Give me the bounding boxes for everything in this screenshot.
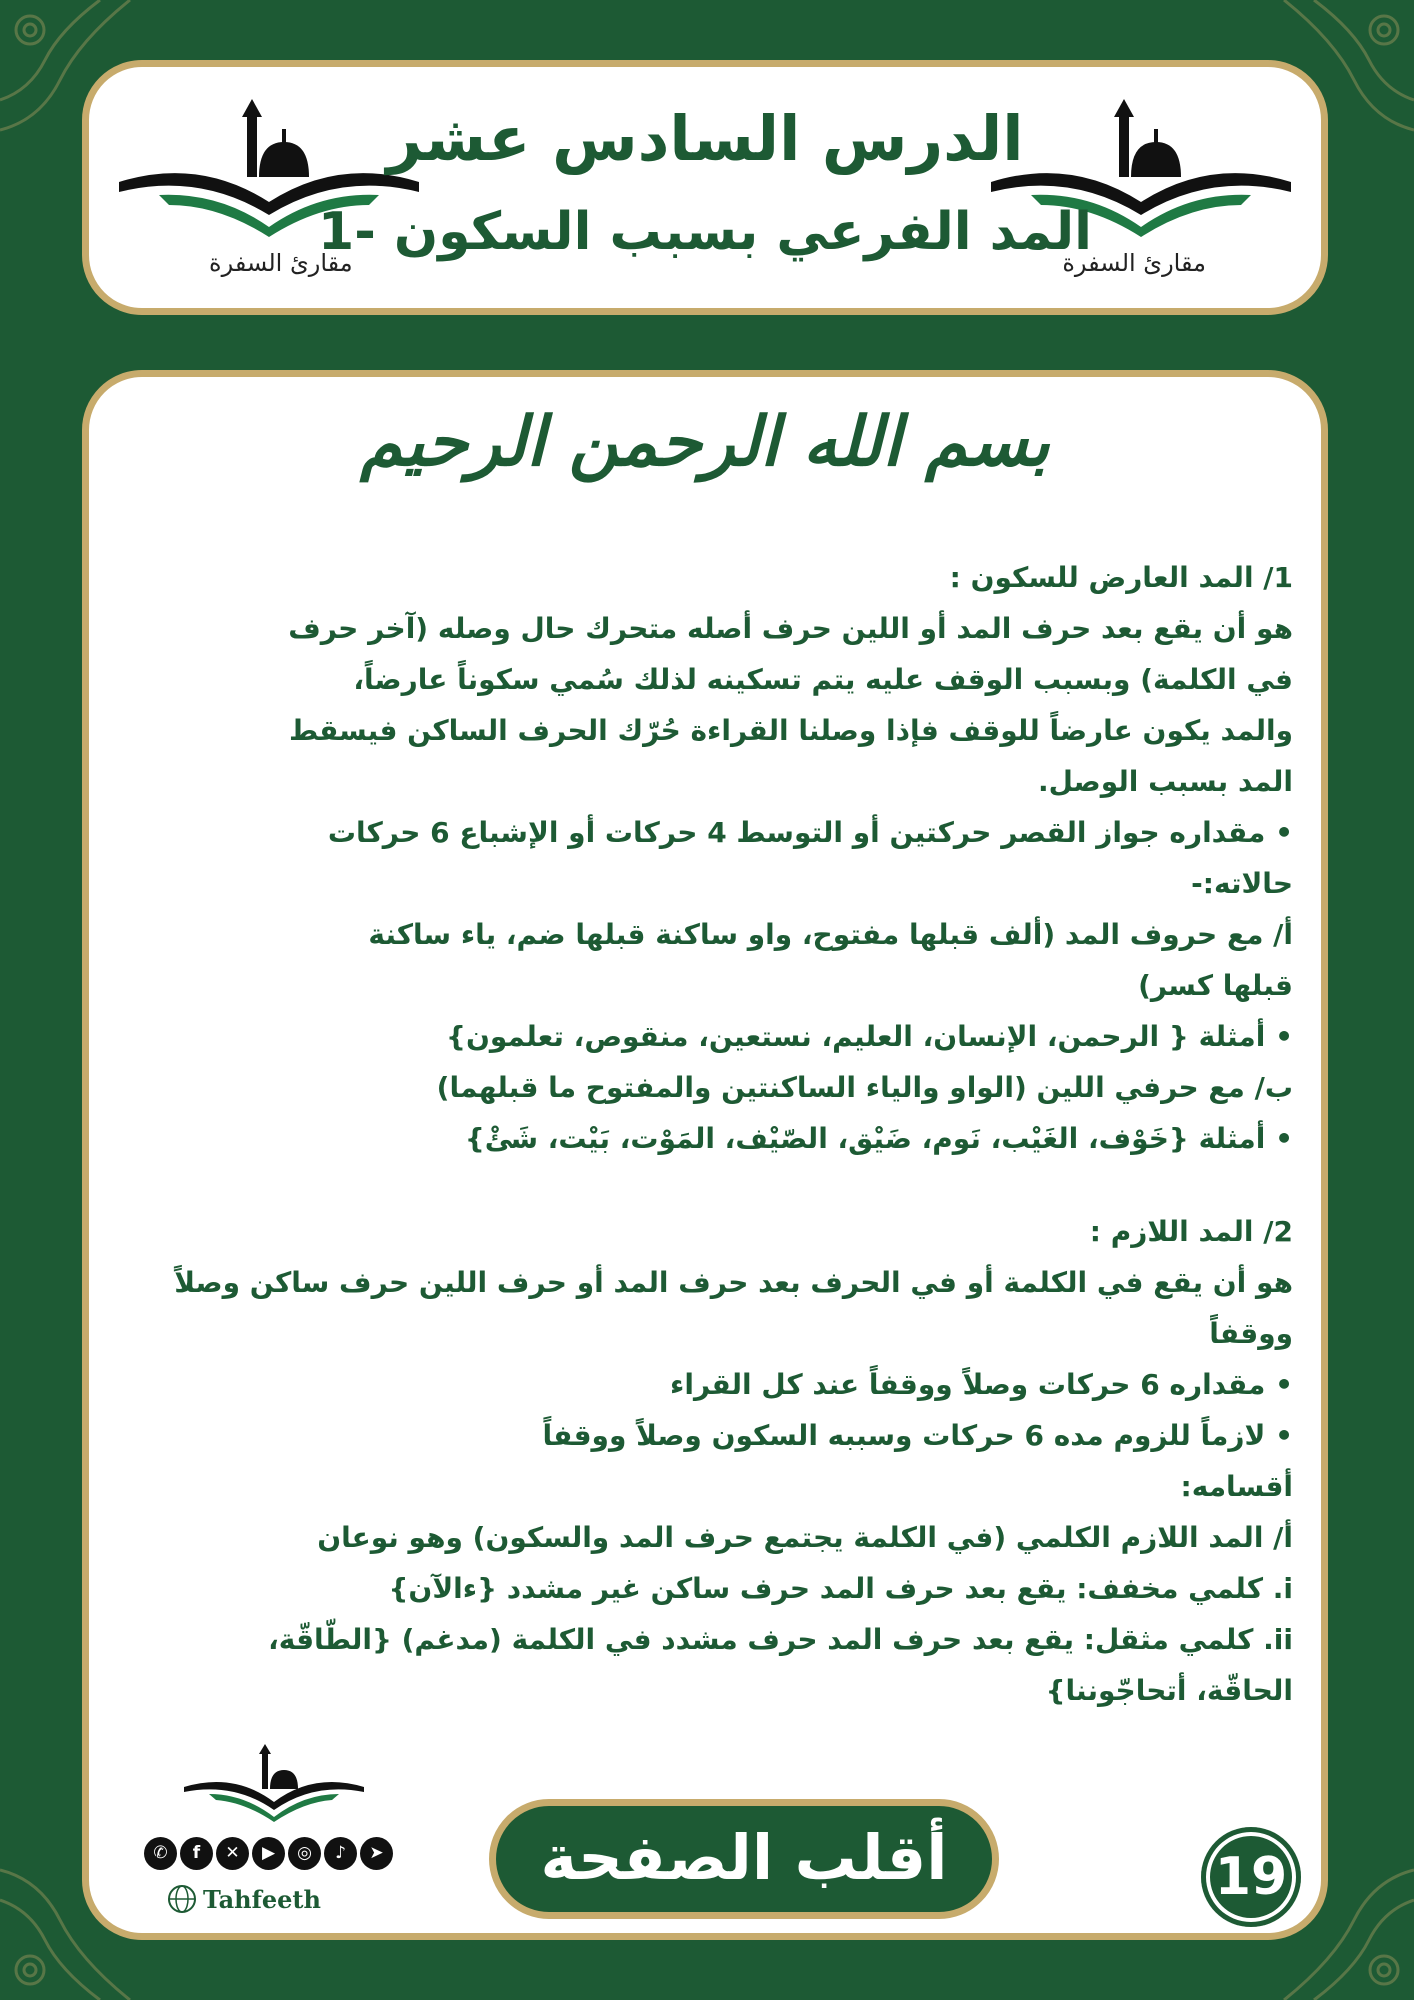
x-icon[interactable]: ✕ xyxy=(216,1837,249,1870)
youtube-icon[interactable]: ▶ xyxy=(252,1837,285,1870)
bullet-line: • مقداره جواز القصر حركتين أو التوسط 4 حركات أو الإشباع 6 حركات xyxy=(327,816,1293,849)
telegram-icon[interactable]: ➤ xyxy=(360,1837,393,1870)
text-line: الحاقّة، أتحاجّوننا} xyxy=(1045,1674,1293,1707)
text-line: المد بسبب الوصل. xyxy=(1038,765,1293,798)
facebook-icon[interactable]: f xyxy=(180,1837,213,1870)
text-line: أ/ المد اللازم الكلمي (في الكلمة يجتمع حرف المد والسكون) وهو نوعان xyxy=(317,1521,1293,1554)
section-heading: 1/ المد العارض للسكون : xyxy=(949,561,1293,594)
social-links xyxy=(144,1837,393,1870)
text-line: أ/ مع حروف المد (ألف قبلها مفتوح، واو ساكنة قبلها ضم، ياء ساكنة xyxy=(368,918,1293,951)
text-line: أقسامه: xyxy=(1180,1470,1293,1503)
brand-name: Tahfeeth xyxy=(203,1884,321,1914)
instagram-icon[interactable]: ◎ xyxy=(288,1837,321,1870)
tiktok-icon[interactable]: ♪ xyxy=(324,1837,357,1870)
lesson-header xyxy=(82,60,1328,315)
text-line: هو أن يقع بعد حرف المد أو اللين حرف أصله متحرك حال وصله (آخر حرف xyxy=(288,612,1293,645)
text-line: ii. كلمي مثقل: يقع بعد حرف المد حرف مشدد في الكلمة (مدغم) {الطّاقّة، xyxy=(268,1623,1293,1656)
bullet-line: • أمثلة {خَوْف، الغَيْب، نَوم، ضَيْق، الصّيْف، المَوْت، بَيْت، شَئْ} xyxy=(464,1122,1293,1155)
text-line: قبلها كسر) xyxy=(1138,969,1293,1002)
footer-logo-icon xyxy=(184,1742,364,1822)
turn-page-button[interactable]: أقلب الصفحة xyxy=(489,1799,999,1919)
page-number: 19 xyxy=(1201,1827,1301,1927)
section-heading: 2/ المد اللازم : xyxy=(1089,1215,1293,1248)
section-spacer xyxy=(109,1164,1293,1206)
logo-caption: مقارئ السفرة xyxy=(1062,249,1206,277)
basmala-text: بسم الله الرحمن الرحيم xyxy=(360,402,1050,482)
text-line: في الكلمة) وبسبب الوقف عليه يتم تسكينه لذلك سُمي سكوناً عارضاً، xyxy=(353,663,1293,696)
logo-caption: مقارئ السفرة xyxy=(209,249,353,277)
brand-link[interactable] xyxy=(167,1884,321,1914)
lesson-subtitle: المد الفرعي بسبب السكون -1 xyxy=(318,202,1092,262)
text-line: والمد يكون عارضاً للوقف فإذا وصلنا القراءة حُرّك الحرف الساكن فيسقط xyxy=(289,714,1293,747)
text-line: ب/ مع حرفي اللين (الواو والياء الساكنتين والمفتوح ما قبلهما) xyxy=(436,1071,1293,1104)
bullet-line: • مقداره 6 حركات وصلاً ووقفاً عند كل القراء xyxy=(670,1368,1293,1401)
text-line: هو أن يقع في الكلمة أو في الحرف بعد حرف المد أو حرف اللين حرف ساكن وصلاً xyxy=(174,1266,1293,1299)
lesson-text xyxy=(109,552,1293,1716)
text-line: ووقفاً xyxy=(1209,1317,1293,1350)
lesson-content-panel xyxy=(82,370,1328,1940)
lesson-title: الدرس السادس عشر xyxy=(386,102,1024,175)
text-line: i. كلمي مخفف: يقع بعد حرف المد حرف ساكن غير مشدد {ءالآن} xyxy=(388,1572,1293,1605)
basmala-calligraphy xyxy=(89,402,1321,532)
text-line: حالاته:- xyxy=(1191,867,1293,900)
globe-icon xyxy=(167,1884,197,1914)
whatsapp-icon[interactable]: ✆ xyxy=(144,1837,177,1870)
bullet-line: • أمثلة { الرحمن، الإنسان، العليم، نستعين، منقوص، تعلمون} xyxy=(446,1020,1293,1053)
bullet-line: • لازماً للزوم مده 6 حركات وسببه السكون وصلاً ووقفاً xyxy=(542,1419,1293,1452)
